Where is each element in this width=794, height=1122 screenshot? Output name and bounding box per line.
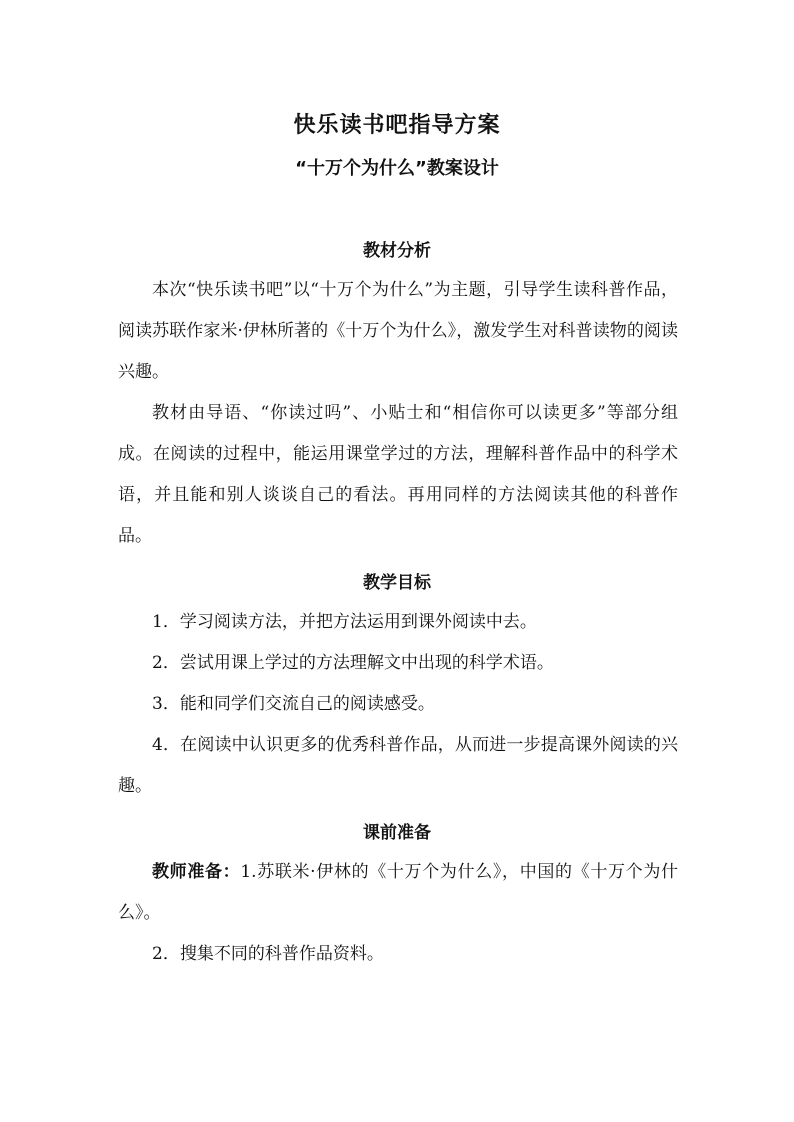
teacher-prep-label: 教师准备： — [152, 862, 241, 882]
document-title: 快乐读书吧指导方案 — [293, 113, 501, 138]
goal-item-3: 3．能和同学们交流自己的阅读感受。 — [152, 694, 435, 714]
section-heading-analysis: 教材分析 — [363, 241, 431, 261]
section-heading-prep: 课前准备 — [363, 823, 431, 843]
document-subtitle: “十万个为什么”教案设计 — [295, 158, 499, 179]
section-heading-goals: 教学目标 — [363, 573, 431, 593]
prep-item-2: 2．搜集不同的科普作品资料。 — [152, 944, 384, 964]
goal-item-2: 2．尝试用课上学过的方法理解文中出现的科学术语。 — [152, 653, 554, 673]
prep-teacher-paragraph — [118, 852, 678, 934]
teacher-prep-text: 1.苏联米·伊林的《十万个为什么》，中国的《十万个为什么》。 — [118, 862, 678, 923]
analysis-paragraph-2: 教材由导语、“你读过吗”、小贴士和“相信你可以读更多”等部分组成。在阅读的过程中，能运用课堂学过的方法，理解科普作品中的科学术语，并且能和别人谈谈自己的看法。再用同样的方法阅读其他的科普作品。 — [118, 403, 678, 546]
analysis-paragraph-1: 本次“快乐读书吧”以“十万个为什么”为主题，引导学生读科普作品，阅读苏联作家米·伊林所著的《十万个为什么》，激发学生对科普读物的阅读兴趣。 — [118, 280, 678, 382]
goal-item-4: 4．在阅读中认识更多的优秀科普作品，从而进一步提高课外阅读的兴趣。 — [118, 735, 678, 796]
goal-item-1: 1．学习阅读方法，并把方法运用到课外阅读中去。 — [152, 612, 537, 632]
